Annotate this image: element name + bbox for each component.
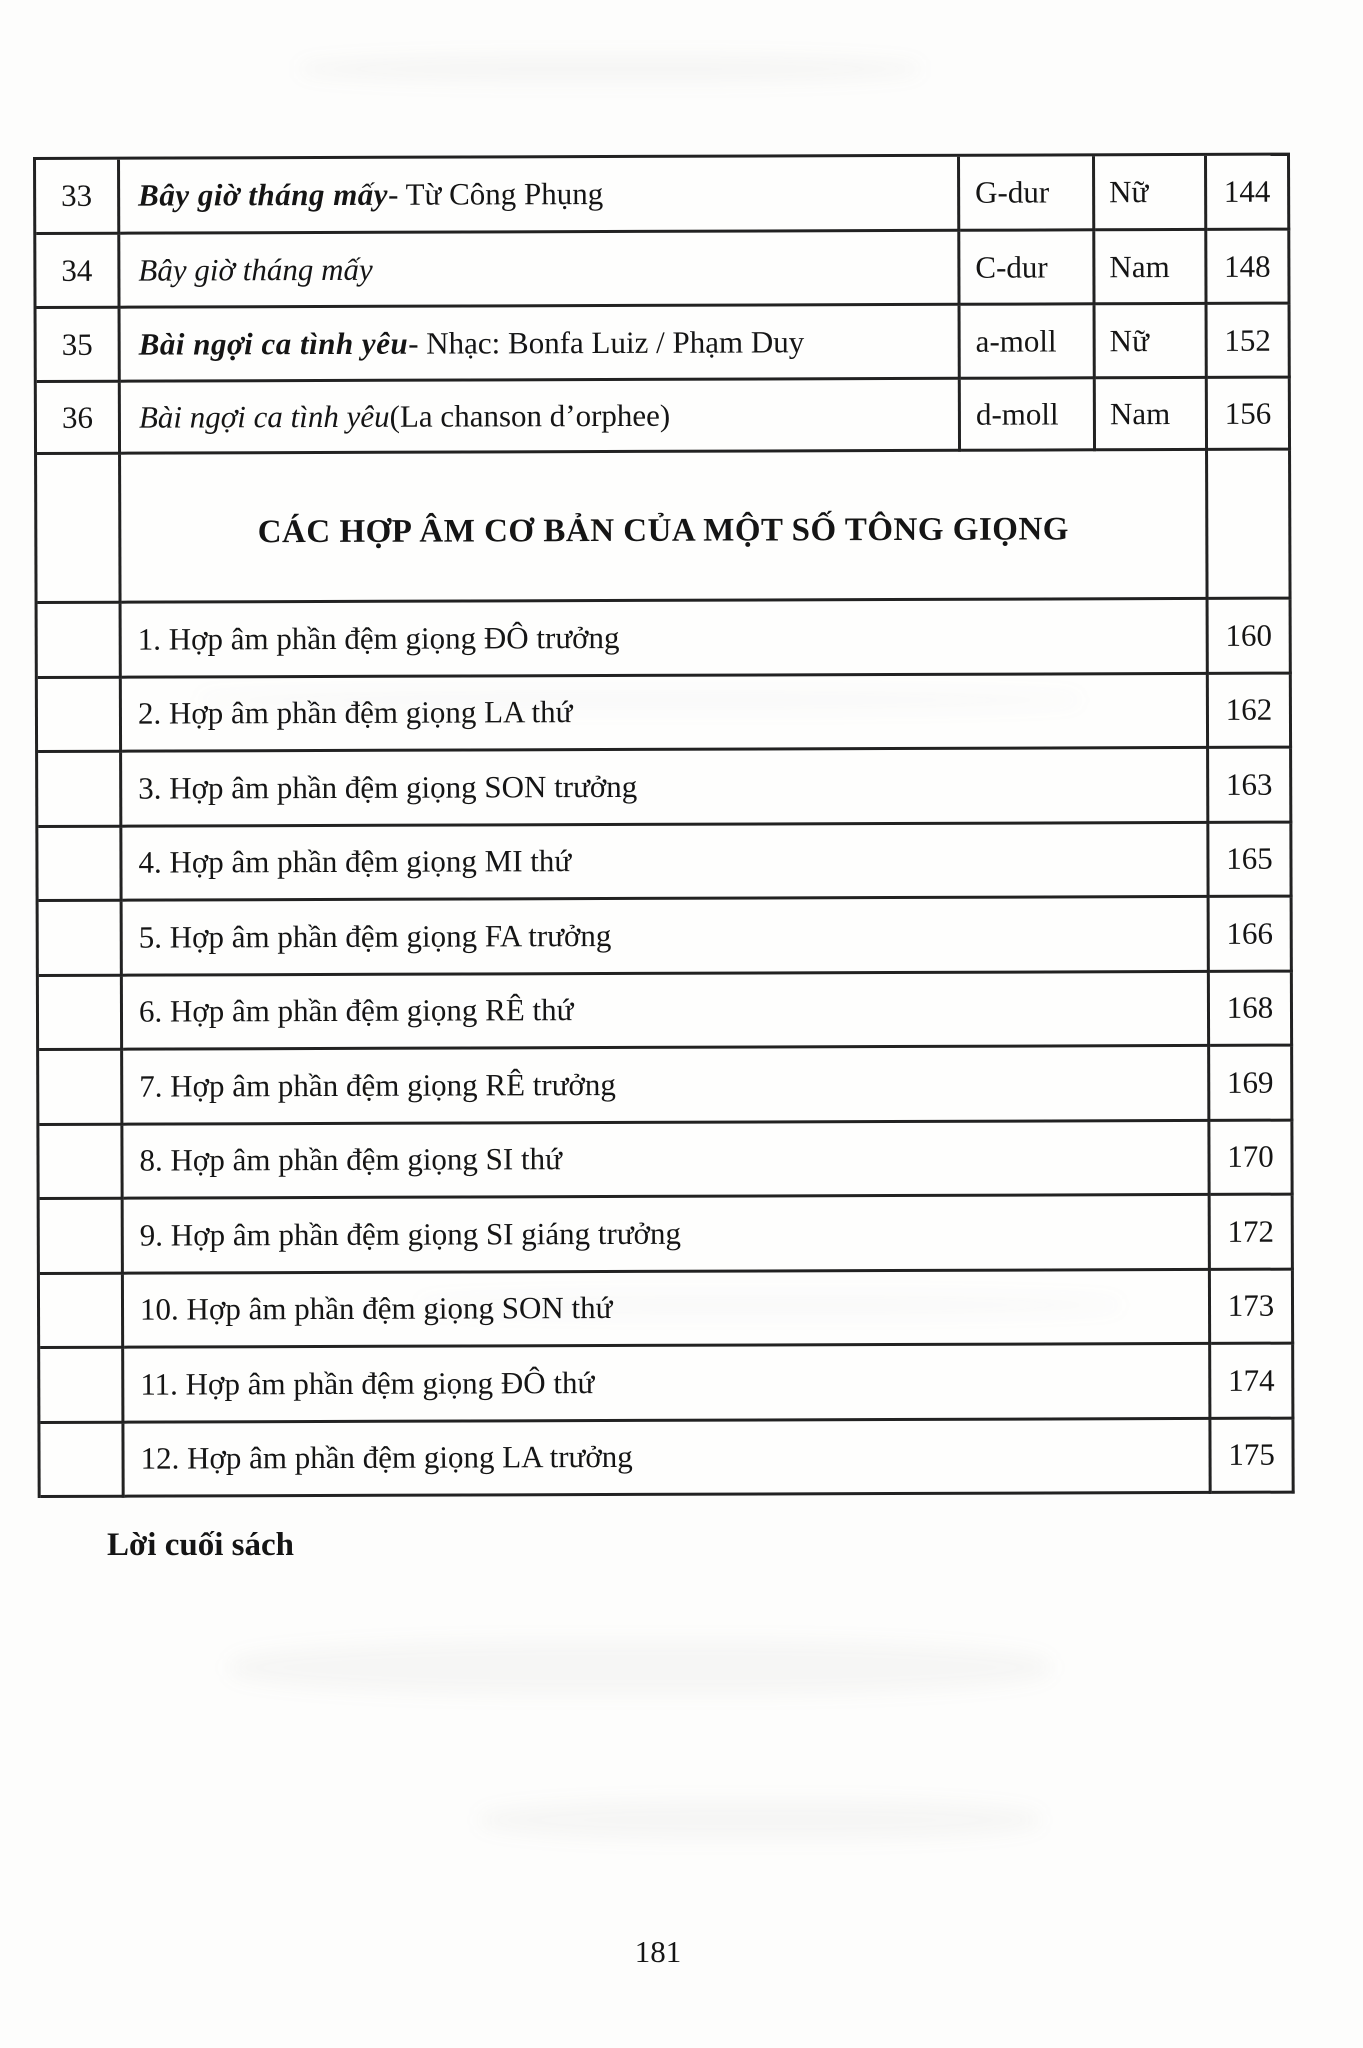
- empty-cell: [39, 1125, 123, 1200]
- song-key: d-moll: [961, 379, 1096, 451]
- song-page-ref: 152: [1208, 305, 1291, 379]
- song-number: 36: [37, 383, 121, 455]
- song-number: 35: [37, 309, 121, 383]
- song-number: 33: [36, 160, 120, 235]
- chord-label: 11. Hợp âm phần đệm giọng ĐÔ thứ: [124, 1345, 1211, 1423]
- scan-bleed-artifact: [480, 1800, 1040, 1840]
- section-header: CÁC HỢP ÂM CƠ BẢN CỦA MỘT SỐ TÔNG GIỌNG: [121, 451, 1209, 604]
- chord-label: 8. Hợp âm phần đệm giọng SI thứ: [123, 1121, 1210, 1199]
- chord-page-ref: 160: [1209, 600, 1292, 675]
- table-row: [36, 156, 1290, 235]
- chord-label: 1. Hợp âm phần đệm giọng ĐÔ trưởng: [122, 600, 1209, 678]
- chord-label: 9. Hợp âm phần đệm giọng SI giáng trưởng: [124, 1196, 1211, 1274]
- chord-label: 10. Hợp âm phần đệm giọng SON thứ: [124, 1270, 1211, 1348]
- empty-cell: [39, 976, 123, 1051]
- chord-label: 6. Hợp âm phần đệm giọng RÊ thứ: [123, 972, 1210, 1050]
- song-page-ref: 144: [1207, 156, 1290, 231]
- empty-cell: [40, 1423, 124, 1498]
- table-row: [37, 305, 1291, 383]
- song-title: Bây giờ tháng mấy: [138, 176, 389, 213]
- chord-page-ref: 162: [1209, 674, 1292, 749]
- empty-cell: [37, 455, 122, 604]
- song-title-rest: - Nhạc: Bonfa Luiz / Phạm Duy: [408, 323, 805, 361]
- table-row: [39, 1047, 1293, 1126]
- chord-page-ref: 170: [1210, 1121, 1293, 1196]
- table-row: [39, 1121, 1293, 1200]
- song-page-ref: 156: [1208, 379, 1291, 451]
- empty-cell: [38, 604, 122, 679]
- empty-cell: [38, 753, 122, 828]
- chord-label: 2. Hợp âm phần đệm giọng LA thứ: [122, 674, 1209, 752]
- song-page-ref: 148: [1207, 231, 1290, 305]
- table-row: [40, 1419, 1294, 1498]
- closing-note: Lời cuối sách: [107, 1527, 294, 1563]
- chord-page-ref: 165: [1209, 823, 1292, 898]
- song-title: Bây giờ tháng mấy: [138, 251, 373, 288]
- table-row: [40, 1196, 1294, 1275]
- song-voice: Nữ: [1096, 305, 1208, 379]
- song-title: Bài ngợi ca tình yêu: [138, 325, 409, 362]
- song-title: Bài ngợi ca tình yêu: [138, 398, 390, 435]
- table-row: [37, 379, 1291, 455]
- chord-page-ref: 169: [1210, 1047, 1293, 1122]
- chord-label: 12. Hợp âm phần đệm giọng LA trưởng: [124, 1419, 1211, 1497]
- scan-bleed-artifact: [300, 55, 920, 83]
- chord-page-ref: 173: [1211, 1270, 1294, 1345]
- chord-page-ref: 174: [1211, 1345, 1294, 1420]
- table-row: [39, 972, 1293, 1051]
- section-header-row: [37, 451, 1292, 604]
- song-title-rest: (La chanson d’orphee): [389, 397, 671, 434]
- chord-page-ref: 166: [1210, 898, 1293, 973]
- page-number: 181: [634, 1934, 682, 1969]
- song-voice: Nam: [1096, 379, 1208, 451]
- chord-page-ref: 172: [1211, 1196, 1294, 1271]
- empty-cell: [1208, 451, 1292, 600]
- song-title-cell: [120, 232, 960, 309]
- chord-page-ref: 175: [1211, 1419, 1294, 1494]
- table-row: [40, 1270, 1294, 1349]
- chord-label: 3. Hợp âm phần đệm giọng SON trưởng: [122, 749, 1209, 827]
- empty-cell: [38, 678, 122, 753]
- song-title-cell: [121, 306, 961, 383]
- scan-bleed-artifact: [230, 1640, 1050, 1695]
- table-row: [38, 674, 1292, 753]
- empty-cell: [40, 1200, 124, 1275]
- song-voice: Nam: [1095, 231, 1207, 305]
- song-voice: Nữ: [1095, 156, 1207, 231]
- empty-cell: [39, 1051, 123, 1126]
- table-row: [36, 231, 1290, 309]
- chord-page-ref: 163: [1209, 749, 1292, 824]
- chord-label: 4. Hợp âm phần đệm giọng MI thứ: [122, 823, 1209, 901]
- empty-cell: [39, 902, 123, 977]
- table-row: [38, 600, 1292, 679]
- song-title-cell: [120, 157, 960, 235]
- table-row: [40, 1345, 1294, 1424]
- song-key: a-moll: [961, 305, 1096, 379]
- song-key: C-dur: [960, 231, 1095, 305]
- table-of-contents: [33, 153, 1295, 1498]
- chord-label: 7. Hợp âm phần đệm giọng RÊ trưởng: [123, 1047, 1210, 1125]
- table-row: [39, 898, 1293, 977]
- song-title-cell: [121, 380, 961, 455]
- table-row: [38, 749, 1292, 828]
- song-number: 34: [36, 235, 120, 309]
- song-title-rest: - Từ Công Phụng: [387, 176, 604, 212]
- table-row: [38, 823, 1292, 902]
- empty-cell: [40, 1349, 124, 1424]
- song-key: G-dur: [960, 156, 1095, 231]
- empty-cell: [40, 1274, 124, 1349]
- chord-label: 5. Hợp âm phần đệm giọng FA trưởng: [123, 898, 1210, 976]
- empty-cell: [38, 827, 122, 902]
- chord-page-ref: 168: [1210, 972, 1293, 1047]
